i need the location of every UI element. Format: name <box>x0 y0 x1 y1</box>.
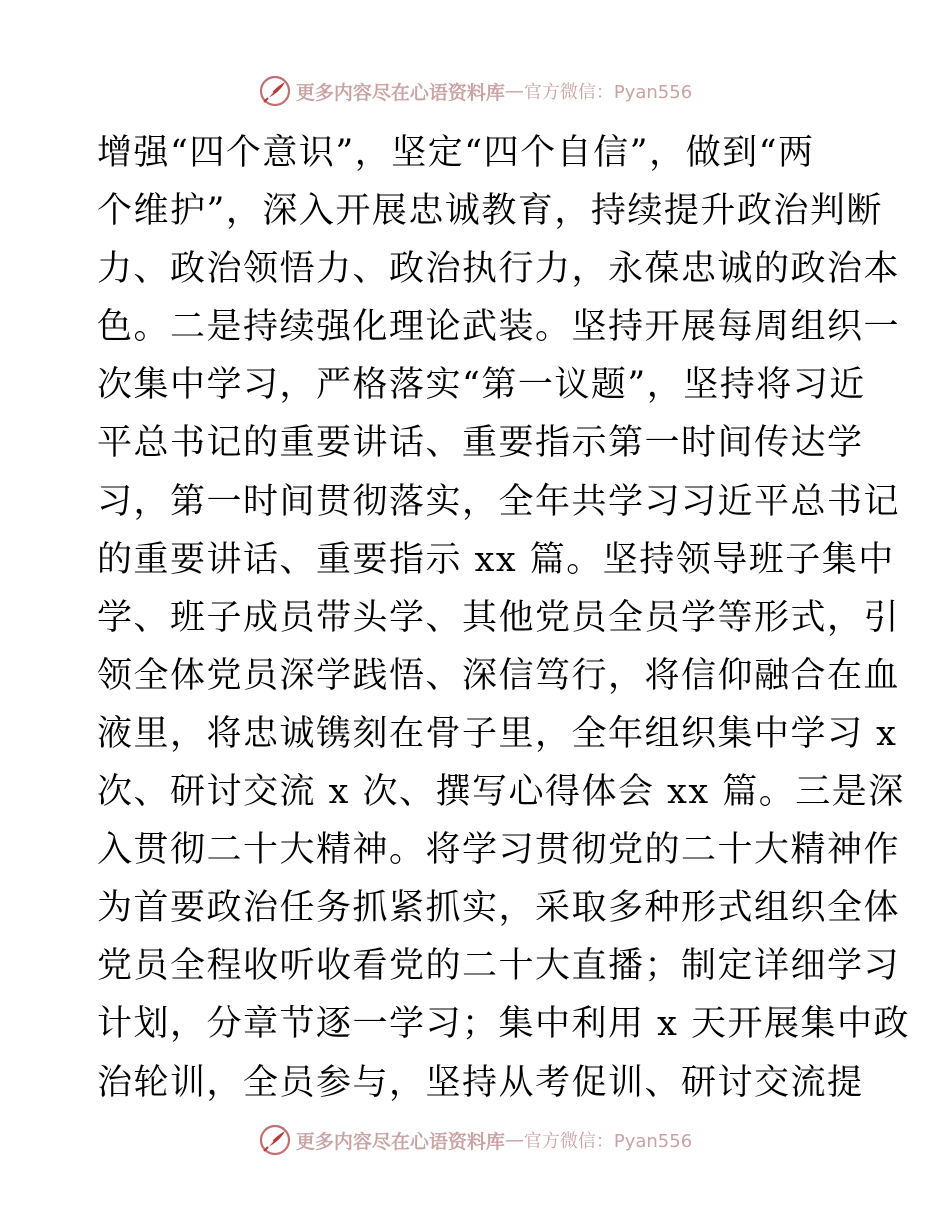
footer-wechat-id: 官方微信：Pyan556 <box>523 1131 693 1152</box>
body-line: 的重要讲话、重要指示 xx 篇。坚持领导班子集中 <box>97 539 895 580</box>
body-line: 液里，将忠诚镌刻在骨子里，全年组织集中学习 x <box>97 713 898 754</box>
body-line: 入贯彻二十大精神。将学习贯彻党的二十大精神作 <box>97 830 901 871</box>
footer-watermark-banner <box>0 1122 950 1158</box>
body-line: 力、政治领悟力、政治执行力，永葆忠诚的政治本 <box>97 249 901 290</box>
body-line: 领全体党员深学践悟、深信笃行，将信仰融合在血 <box>97 655 901 696</box>
header-slogan: 更多内容尽在心语资料库 <box>295 81 505 104</box>
body-line: 个维护”，深入开展忠诚教育，持续提升政治判断 <box>97 191 883 232</box>
feather-quill-logo-icon <box>258 74 292 108</box>
footer-separator: — <box>504 1129 524 1151</box>
header-watermark-banner <box>0 73 950 109</box>
footer-slogan: 更多内容尽在心语资料库 <box>295 1130 505 1153</box>
body-line: 次集中学习，严格落实“第一议题”，坚持将习近 <box>97 365 866 406</box>
header-wechat-id: 官方微信：Pyan556 <box>523 82 693 103</box>
body-line: 次、研讨交流 x 次、撰写心得体会 xx 篇。三是深 <box>97 772 905 813</box>
body-line: 习，第一时间贯彻落实，全年共学习习近平总书记 <box>97 481 901 522</box>
document-body <box>97 124 910 1112</box>
feather-quill-logo-icon <box>258 1123 292 1157</box>
body-line: 党员全程收听收看党的二十大直播；制定详细学习 <box>97 946 901 987</box>
header-separator: — <box>504 80 524 102</box>
body-line: 治轮训，全员参与，坚持从考促训、研讨交流提 <box>97 1062 864 1103</box>
body-line: 学、班子成员带头学、其他党员全员学等形式，引 <box>97 597 901 638</box>
body-line: 增强“四个意识”，坚定“四个自信”，做到“两 <box>97 133 815 173</box>
body-line: 为首要政治任务抓紧抓实，采取多种形式组织全体 <box>97 888 901 929</box>
body-line: 计划，分章节逐一学习；集中利用 x 天开展集中政 <box>97 1004 910 1045</box>
body-line: 平总书记的重要讲话、重要指示第一时间传达学 <box>97 423 864 464</box>
body-line: 色。二是持续强化理论武装。坚持开展每周组织一 <box>97 307 901 348</box>
